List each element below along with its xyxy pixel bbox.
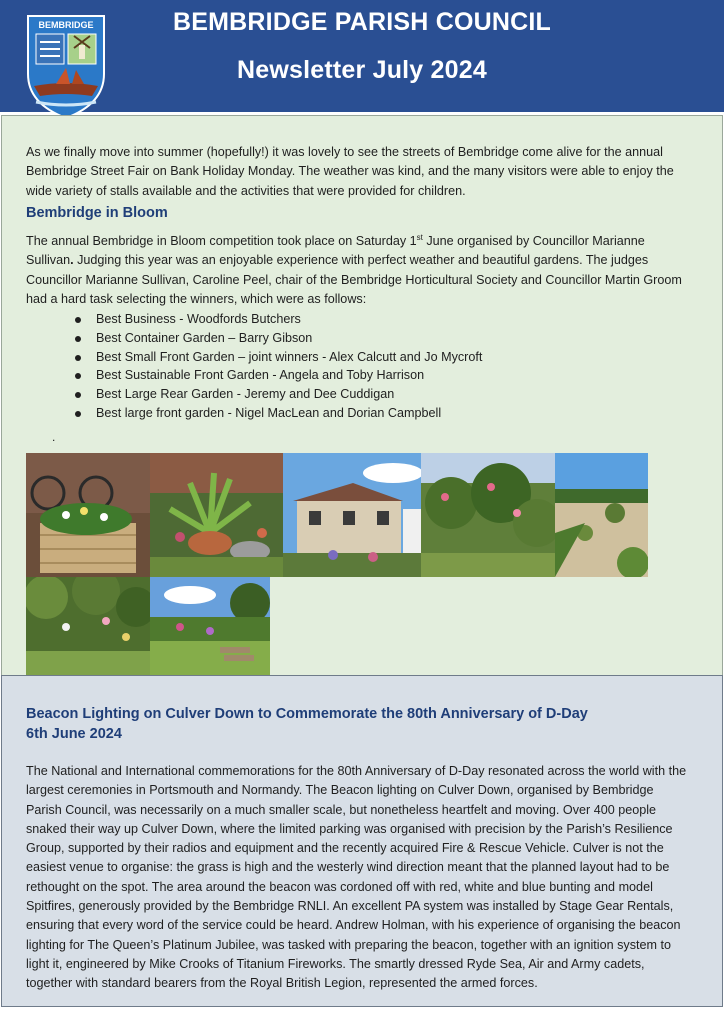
newsletter-subtitle: Newsletter July 2024 (237, 56, 487, 84)
beacon-heading-line1: Beacon Lighting on Culver Down to Commemorate the 80th Anniversary of D-Day (26, 706, 588, 722)
beacon-heading-line2: 6th June 2024 (26, 726, 122, 742)
bloom-heading: Bembridge in Bloom (26, 205, 168, 221)
list-item: Best Sustainable Front Garden - Angela and Toby Harrison (72, 366, 482, 385)
bembridge-crest-icon (26, 12, 106, 120)
list-item: Best Small Front Garden – joint winners - Alex Calcutt and Jo Mycroft (72, 348, 482, 367)
list-item: Best Large Rear Garden - Jeremy and Dee Cuddigan (72, 385, 482, 404)
list-item: Best Container Garden – Barry Gibson (72, 329, 482, 348)
beacon-paragraph: The National and International commemorations for the 80th Anniversary of D-Day resonated across the world with the largest ceremonies in Portsmouth and Normandy. The Beacon lighting on Culver Down, organised by Bembridge Parish Council, was necessarily on a much smaller scale, but nonetheless heartfelt and moving. Over 400 people snaked their way up Culver Down, where the limited parking was organised with precision by the Parish’s Resilience Group, supported by their radios and equipment and the recently acquired Fire & Rescue Vehicle. Culver is not the easiest venue to organise: the grass is high and the westerly wind direction meant that the planned layout had to be rethought on the spot. The area around the beacon was cordoned off with red, white and blue bunting and model Spitfires, generously provided by the Bembridge RNLI. An excellent PA system was installed by Stage Gear Rentals, ensuring that every word of the service could be heard. Andrew Holman, with his experience of organising the beacon lighting for The Queen’s Platinum Jubilee, was tasked with preparing the beacon, together with an ignition system to light it, engineered by Mike Crooks of Titanium Fireworks. The smartly dressed Ryde Sea, Air and Army cadets, together with standard bearers from the Royal British Legion, represented the armed forces. (26, 764, 687, 991)
list-item: Best large front garden - Nigel MacLean and Dorian Campbell (72, 404, 482, 423)
photo-gravel-garden (555, 453, 648, 577)
photo-container-garden (26, 453, 150, 577)
photo-climbing-plants (421, 453, 555, 577)
awards-list (72, 310, 482, 423)
list-item: Best Business - Woodfords Butchers (72, 310, 482, 329)
bloom-paragraph: The annual Bembridge in Bloom competition took place on Saturday 1st June organised by Councillor Marianne Sullivan. Judging this year was an enjoyable experience with perfect weather and beautiful gardens. The judges Councillor Marianne Sullivan, Caroline Peel, chair of the Bembridge Horticultural Society and Councillor Martin Groom had a hard task selecting the winners, which were as follows: (26, 232, 682, 306)
photo-pots-garden (150, 453, 283, 577)
photo-lawn-garden (150, 577, 270, 675)
stray-dot: . (52, 430, 56, 444)
photo-stone-house (283, 453, 421, 577)
intro-paragraph: As we finally move into summer (hopefully!) it was lovely to see the streets of Bembridge come alive for the annual Bembridge Street Fair on Bank Holiday Monday. The weather was kind, and the many visitors were able to enjoy the wide variety of stalls available and the activities that were provided for children. (26, 145, 674, 198)
header-banner (0, 0, 724, 112)
council-title: BEMBRIDGE PARISH COUNCIL (173, 8, 551, 36)
photo-border-garden (26, 577, 150, 675)
svg-text:BEMBRIDGE: BEMBRIDGE (38, 20, 94, 30)
